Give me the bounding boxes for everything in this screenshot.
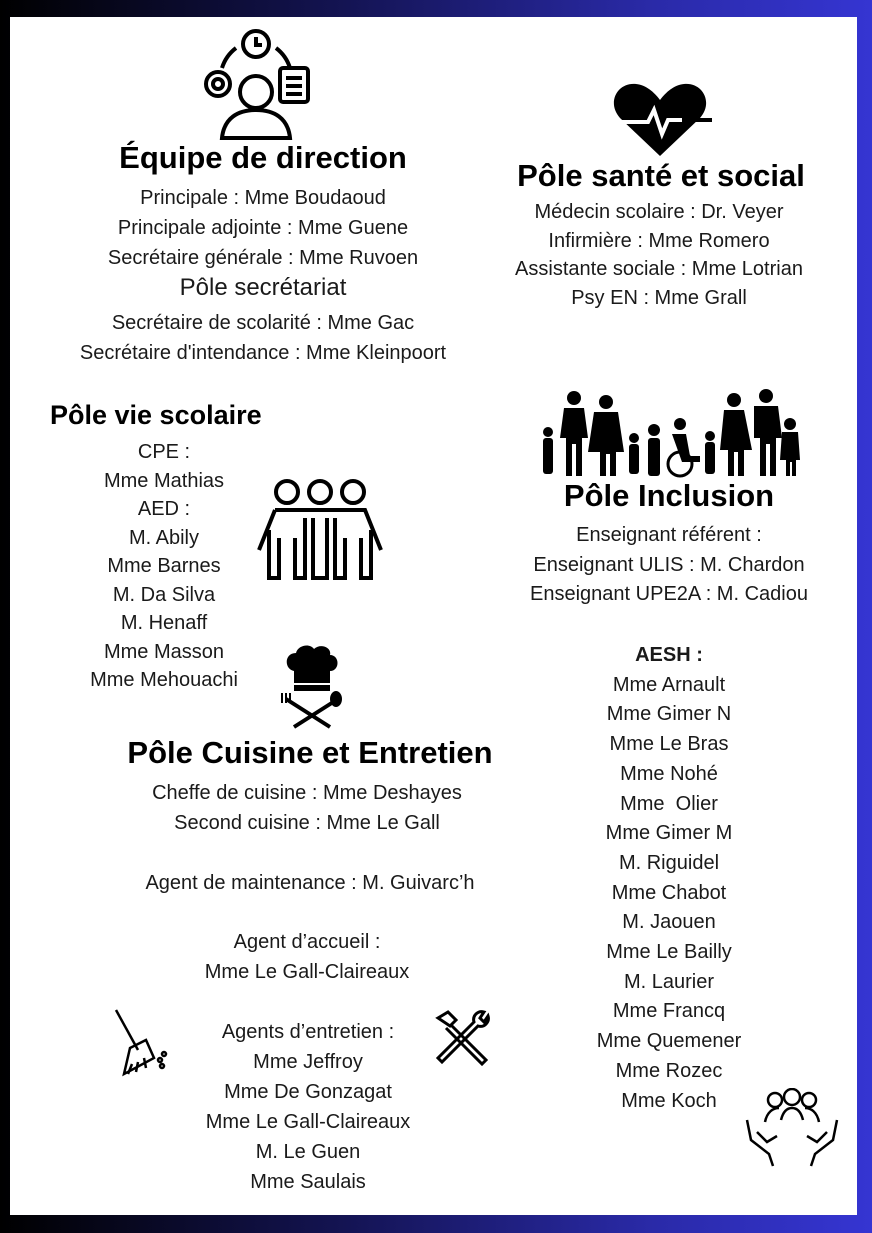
vie-scolaire-list — [90, 438, 238, 695]
cuisine-title: Pôle Cuisine et Entretien — [127, 735, 493, 770]
list-item: Mme Le Gall-Claireaux — [204, 961, 410, 983]
list-item: Secrétaire de scolarité : Mme Gac — [111, 312, 415, 334]
list-item: Secrétaire d'intendance : Mme Kleinpoort — [79, 342, 447, 364]
list-item: Agents d’entretien : — [221, 1021, 395, 1043]
aesh-title: AESH : — [635, 644, 703, 666]
cuisine-list — [152, 778, 462, 838]
secretariat-list — [80, 308, 446, 368]
list-item: Enseignant référent : — [576, 524, 762, 546]
group-friends-icon — [255, 478, 385, 580]
chef-utensils-icon — [280, 645, 344, 729]
list-item: Cheffe de cuisine : Mme Deshayes — [152, 782, 462, 804]
list-item: Mme Francq — [612, 1000, 726, 1023]
management-icon — [198, 28, 314, 140]
secretariat-title: Pôle secrétariat — [179, 274, 347, 301]
secretariat-heading — [180, 272, 347, 304]
list-item: Mme Gimer N — [606, 703, 732, 726]
list-item: Mme Le Gall-Claireaux — [205, 1111, 411, 1133]
list-item: M. Laurier — [623, 970, 715, 993]
list-item: Agent de maintenance : M. Guivarc’h — [145, 872, 475, 894]
list-item: Secrétaire générale : Mme Ruvoen — [107, 247, 419, 269]
list-item: Mme Nohé — [620, 762, 718, 785]
list-item: Mme Jeffroy — [253, 1051, 363, 1073]
caring-hands-people-icon — [743, 1088, 841, 1168]
accueil-list — [205, 927, 410, 987]
inclusion-list — [530, 521, 808, 610]
entretien-list — [206, 1017, 411, 1197]
inclusion-title: Pôle Inclusion — [563, 478, 775, 513]
list-item: AED : — [137, 498, 191, 520]
list-item: M. Da Silva — [112, 583, 216, 606]
list-item: Mme Le Bailly — [606, 941, 732, 964]
broom-icon — [110, 1008, 170, 1080]
list-item: Mme Masson — [103, 640, 225, 663]
list-item: Enseignant ULIS : M. Chardon — [533, 553, 805, 576]
list-item: Mme Gimer M — [605, 822, 733, 845]
aesh-list — [597, 671, 742, 1117]
list-item: Enseignant UPE2A : M. Cadiou — [530, 583, 808, 605]
list-item: Agent d’accueil : — [233, 931, 381, 953]
list-item: M. Abily — [128, 526, 200, 549]
list-item: M. Le Guen — [255, 1141, 361, 1163]
list-item: M. Henaff — [120, 612, 208, 634]
vie-scolaire-title: Pôle vie scolaire — [50, 400, 262, 430]
list-item: Mme Olier — [620, 792, 718, 815]
list-item: Mme Mehouachi — [90, 669, 238, 691]
direction-list — [108, 183, 418, 273]
list-item: Mme Barnes — [107, 555, 221, 577]
sante-list — [515, 198, 803, 312]
list-item: M. Jaouen — [622, 911, 716, 934]
list-item: Mme Mathias — [103, 469, 225, 492]
aesh-block — [597, 641, 742, 1116]
list-item: Mme Arnault — [612, 673, 726, 696]
maintenance-list — [145, 868, 474, 898]
list-item: Mme Le Bras — [609, 733, 729, 756]
list-item: Mme Chabot — [611, 881, 727, 904]
sante-title: Pôle santé et social — [517, 158, 805, 193]
heart-pulse-icon — [612, 82, 712, 158]
list-item: Médecin scolaire : Dr. Veyer — [534, 201, 784, 223]
list-item: Assistante sociale : Mme Lotrian — [515, 258, 803, 280]
list-item: Mme De Gonzagat — [224, 1081, 392, 1103]
list-item: Principale adjointe : Mme Guene — [117, 217, 409, 239]
list-item: CPE : — [137, 441, 191, 463]
family-silhouettes-icon — [538, 388, 800, 478]
direction-title: Équipe de direction — [119, 140, 407, 175]
list-item: M. Riguidel — [618, 851, 720, 874]
list-item: Second cuisine : Mme Le Gall — [174, 812, 440, 834]
list-item: Infirmière : Mme Romero — [548, 229, 770, 252]
list-item: Psy EN : Mme Grall — [571, 286, 747, 309]
tools-icon — [434, 1010, 492, 1066]
list-item: Mme Koch — [621, 1089, 717, 1112]
list-item: Mme Quemener — [596, 1030, 742, 1053]
list-item: Mme Saulais — [250, 1171, 366, 1193]
list-item: Mme Rozec — [615, 1059, 723, 1082]
list-item: Principale : Mme Boudaoud — [140, 187, 386, 209]
